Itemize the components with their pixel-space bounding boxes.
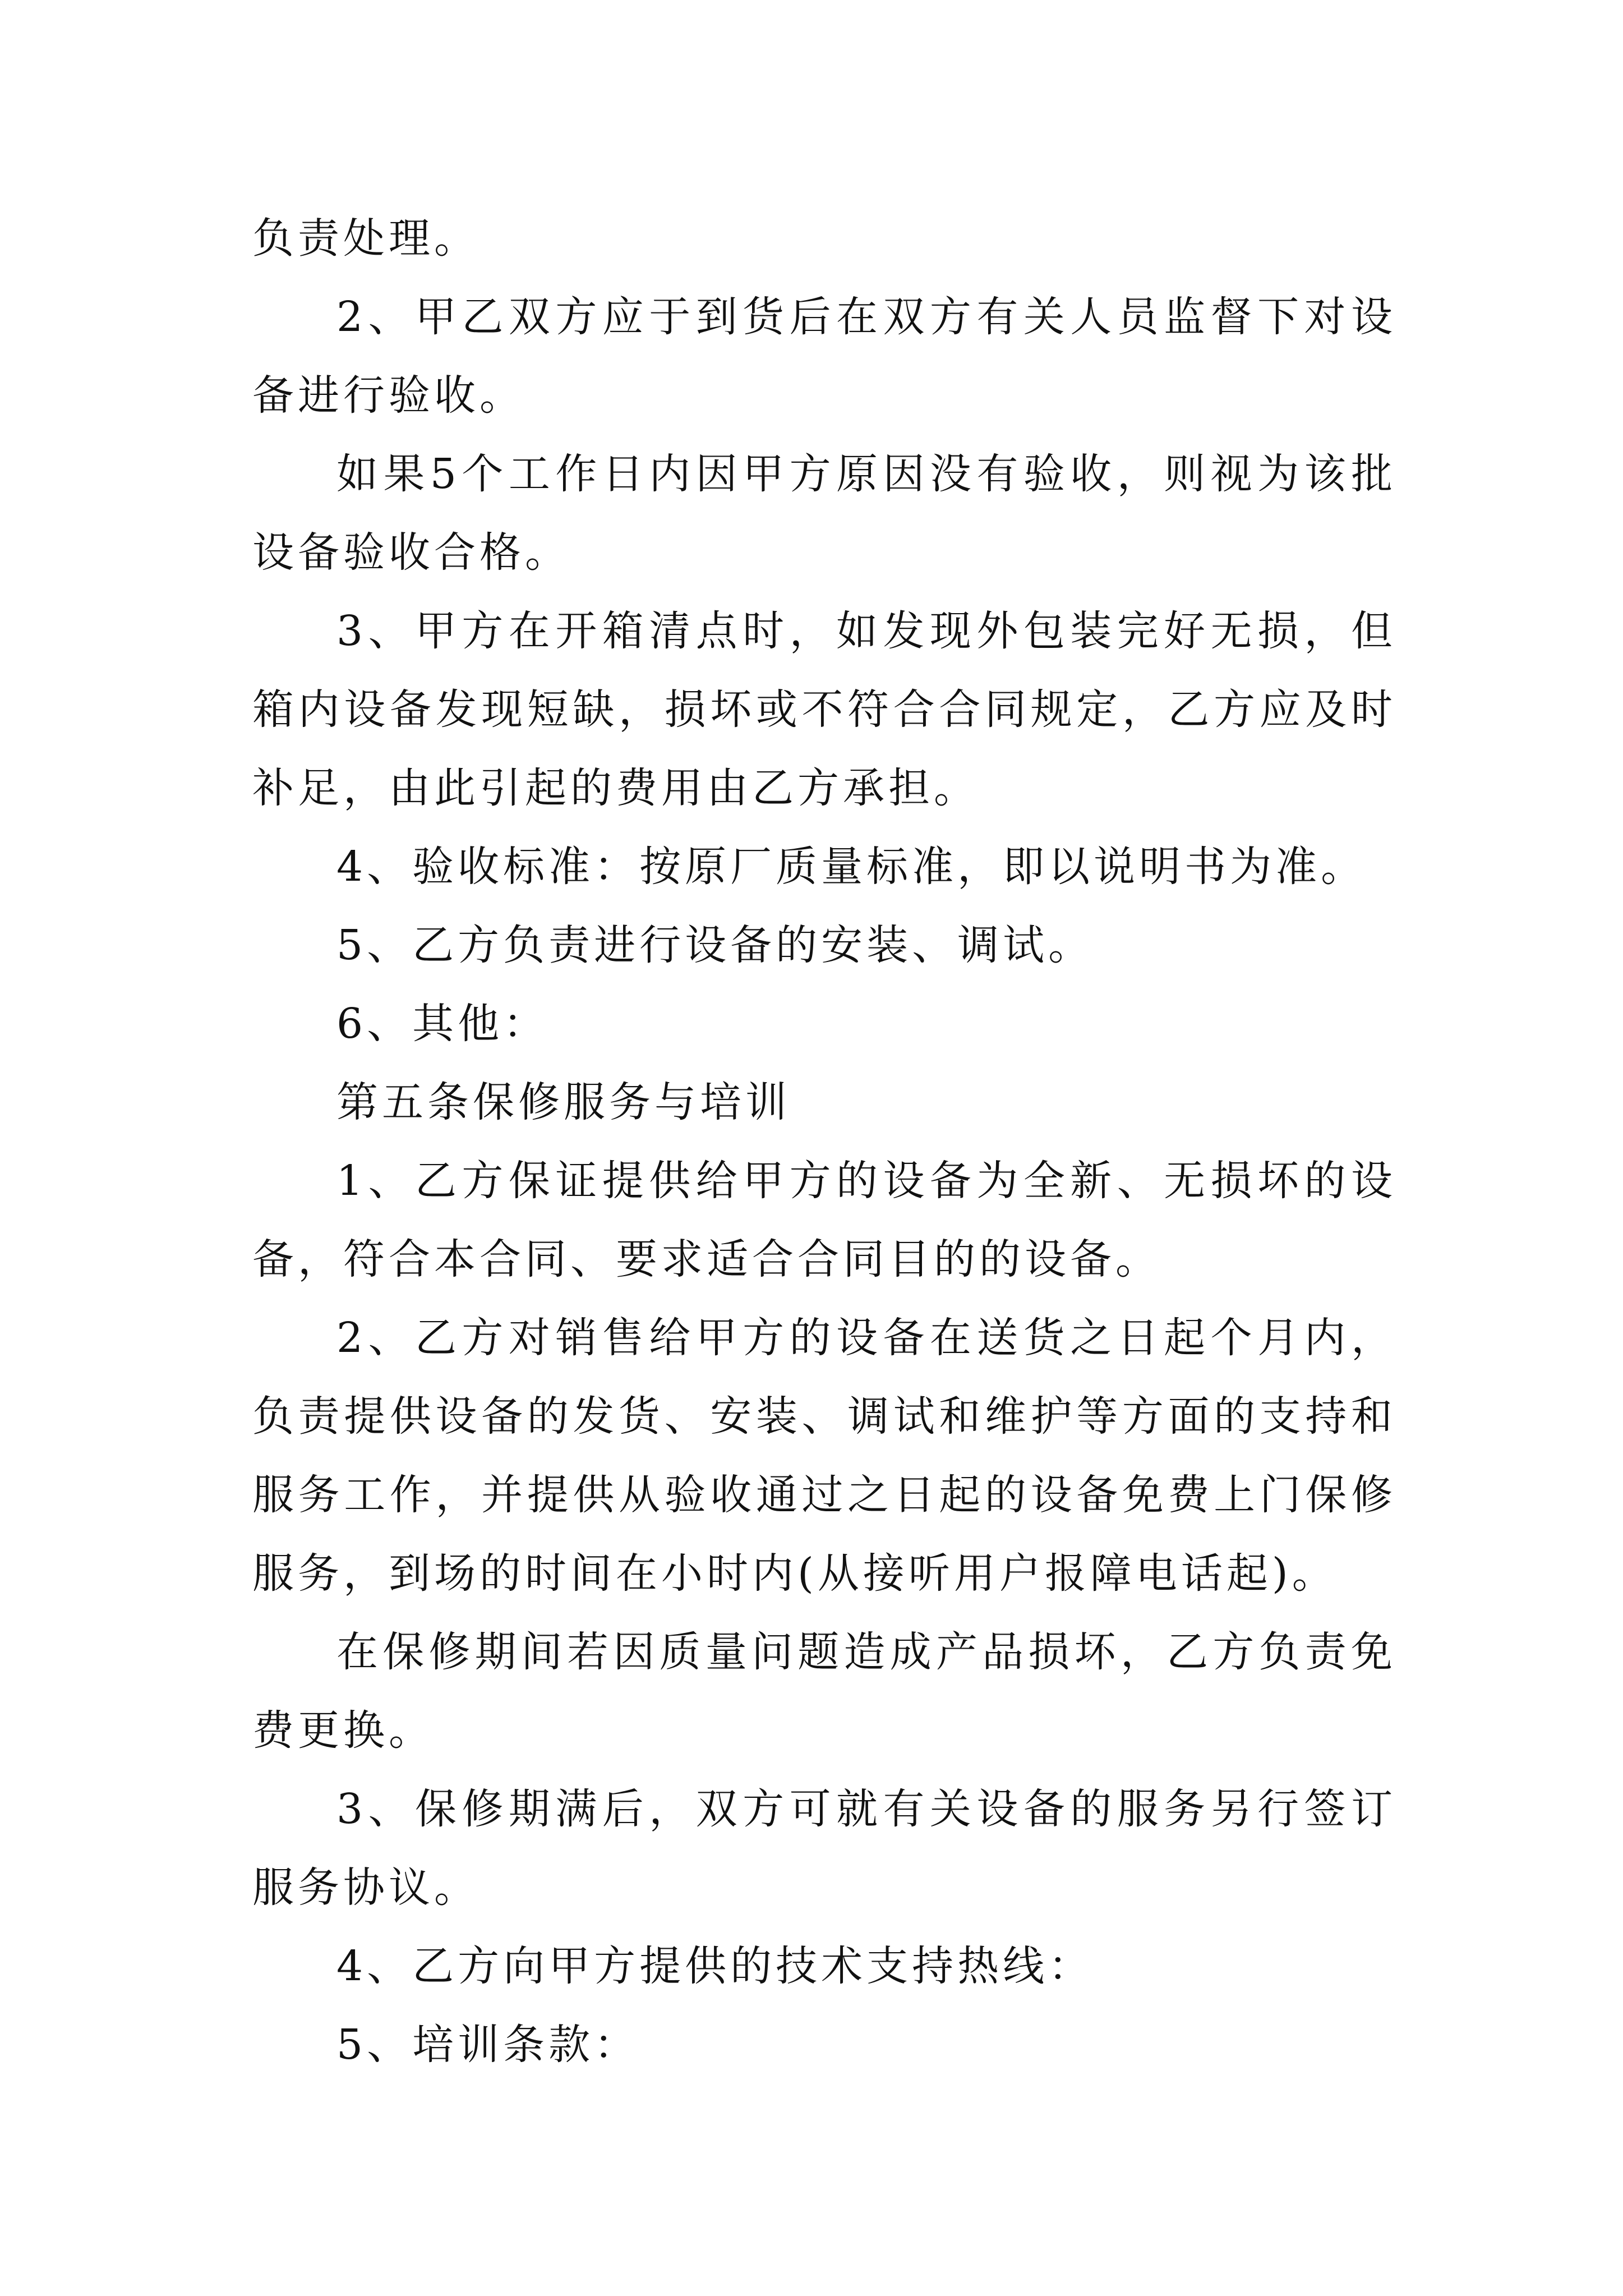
paragraph-6: 5、乙方负责进行设备的安装、调试。 — [336, 921, 1094, 969]
paragraph-2: 2、甲乙双方应于到货后在双方有关人员监督下对设备进行验收。 — [252, 293, 1396, 420]
paragraph-9: 1、乙方保证提供给甲方的设备为全新、无损坏的设备，符合本合同、要求适合合同目的的设备。 — [252, 1157, 1396, 1283]
paragraph-14: 5、培训条款： — [336, 2021, 640, 2069]
paragraph-11: 在保修期间若因质量问题造成产品损坏，乙方负责免费更换。 — [252, 1628, 1396, 1755]
paragraph-3: 如果5个工作日内因甲方原因没有验收，则视为该批设备验收合格。 — [252, 450, 1396, 577]
section-heading: 第五条保修服务与培训 — [336, 1078, 791, 1126]
paragraph-1: 负责处理。 — [252, 214, 479, 263]
paragraph-5: 4、验收标准：按原厂质量标准，即以说明书为准。 — [336, 843, 1367, 891]
paragraph-13: 4、乙方向甲方提供的技术支持热线： — [336, 1942, 1094, 1990]
paragraph-12: 3、保修期满后，双方可就有关设备的服务另行签订服务协议。 — [252, 1785, 1396, 1912]
paragraph-4: 3、甲方在开箱清点时，如发现外包装完好无损，但箱内设备发现短缺，损坏或不符合合同规定，乙方应及时补足，由此引起的费用由乙方承担。 — [252, 607, 1396, 812]
paragraph-10: 2、乙方对销售给甲方的设备在送货之日起个月内，负责提供设备的发货、安装、调试和维护等方面的支持和服务工作，并提供从验收通过之日起的设备免费上门保修服务，到场的时间在小时内(从接听用户报障电话起)。 — [252, 1314, 1396, 1598]
paragraph-7: 6、其他： — [336, 1000, 549, 1048]
document-body — [252, 199, 1396, 2084]
